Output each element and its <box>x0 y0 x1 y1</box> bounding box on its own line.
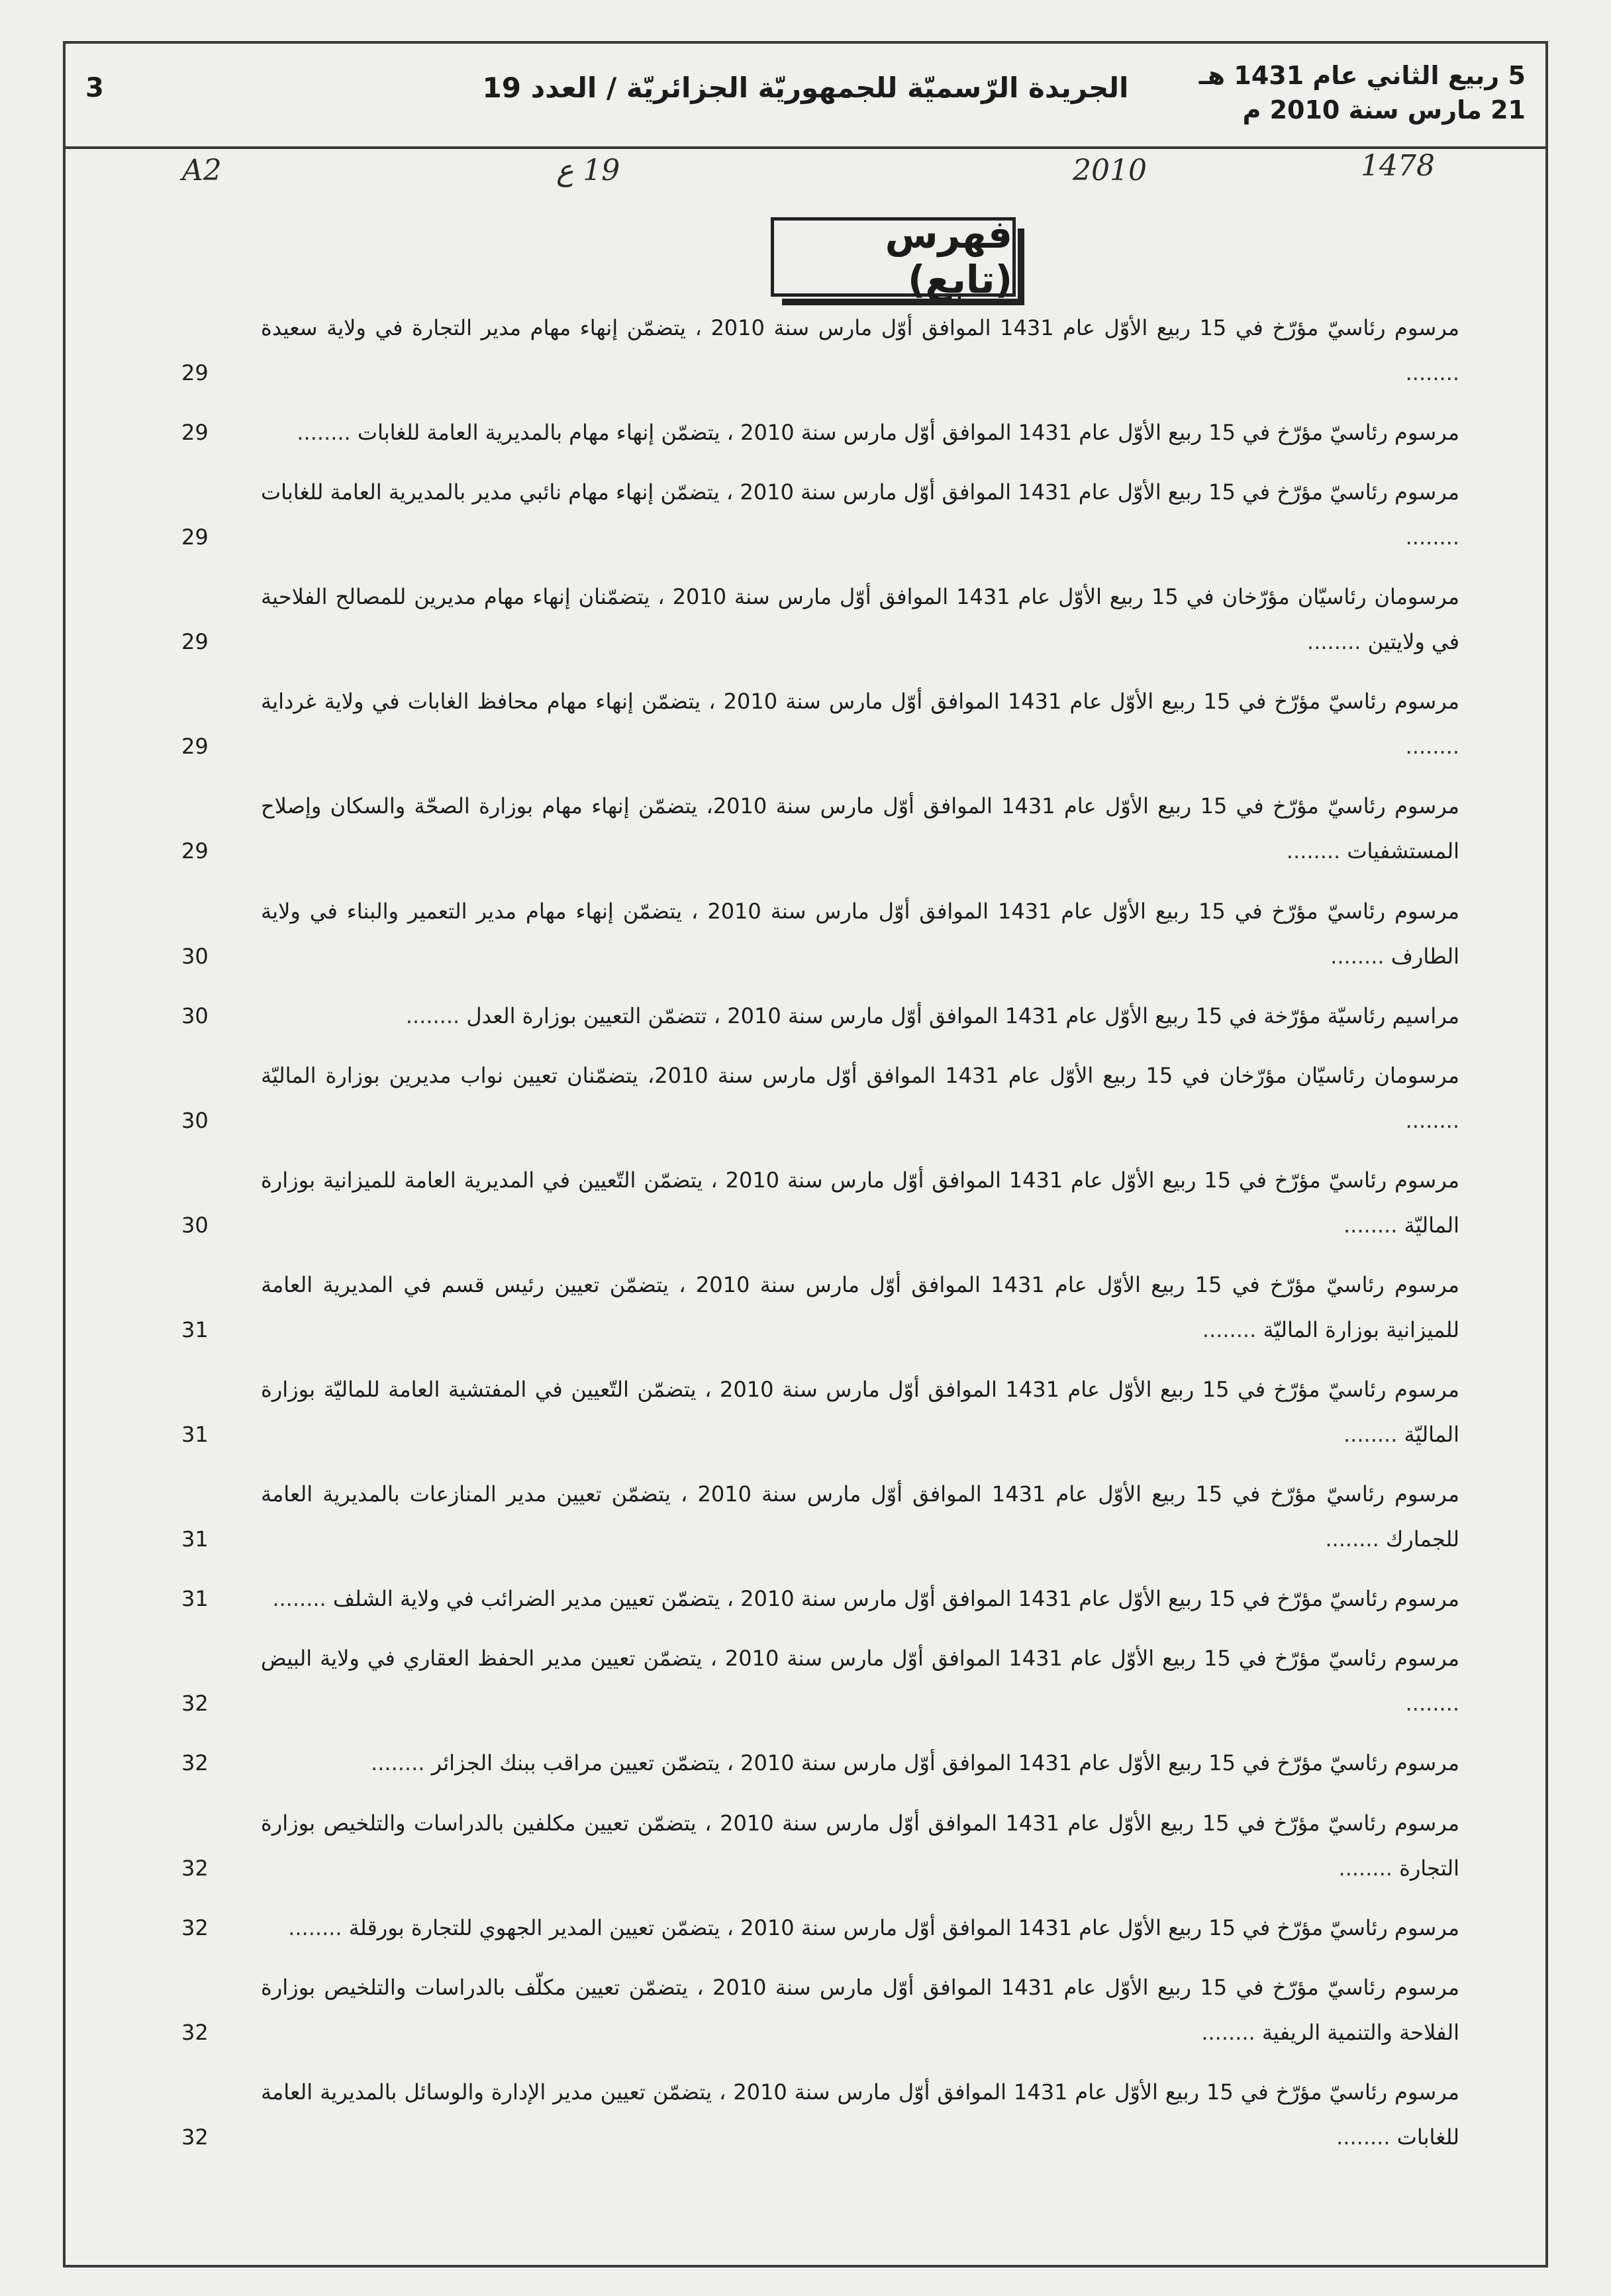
page-header <box>66 44 1545 149</box>
entry-page-number: 32 <box>181 1750 209 1776</box>
entry-text: مرسوم رئاسيّ مؤرّخ في 15 ربيع الأوّل عام 1431 الموافق أوّل مارس سنة 2010 ، يتضمّن إنهاء مهام بالمديرية العامة للغابات ........ <box>297 420 1459 446</box>
entry-text: مرسوم رئاسيّ مؤرّخ في 15 ربيع الأوّل عام 1431 الموافق أوّل مارس سنة 2010 ، يتضمّن تعيين المدير الجهوي للتجارة بورقلة ........ <box>288 1915 1459 1940</box>
entry-text: مراسيم رئاسيّة مؤرّخة في 15 ربيع الأوّل عام 1431 الموافق أوّل مارس سنة 2010 ، تتضمّن التعيين بوزارة العدل ........ <box>405 1003 1459 1028</box>
page-number: 3 <box>85 73 104 103</box>
gazette-title: الجريدة الرّسميّة للجمهوريّة الجزائريّة / العدد 19 <box>482 72 1129 104</box>
index-entry <box>181 1801 1459 1891</box>
entry-text: مرسوم رئاسيّ مؤرّخ في 15 ربيع الأوّل عام 1431 الموافق أوّل مارس سنة 2010 ، يتضمّن تعيين رئيس قسم في المديرية العامة للميزانية بوزارة الماليّة ........ <box>261 1272 1460 1342</box>
issue-date-gregorian: 21 مارس سنة 2010 م <box>1242 95 1526 125</box>
index-title: فهرس (تابع) <box>885 212 1012 302</box>
entry-page-number: 31 <box>181 1317 209 1342</box>
handwritten-note-code: 1478 <box>1361 149 1435 183</box>
entry-page-number: 31 <box>181 1586 209 1612</box>
entry-page-number: 31 <box>181 1422 209 1448</box>
index-title-box <box>771 212 1016 302</box>
index-entry <box>181 574 1459 664</box>
index-entry <box>181 1472 1459 1562</box>
entry-page-number: 29 <box>181 524 209 550</box>
index-entry <box>181 1905 1459 1950</box>
entry-page-number: 30 <box>181 943 209 969</box>
index-entry <box>181 1740 1459 1785</box>
entry-page-number: 30 <box>181 1107 209 1133</box>
index-entry <box>181 1965 1459 2055</box>
entry-text: مرسومان رئاسيّان مؤرّخان في 15 ربيع الأوّل عام 1431 الموافق أوّل مارس سنة 2010 ، يتضمّنان إنهاء مهام مديرين للمصالح الفلاحية في ولايتين ........ <box>261 584 1460 655</box>
entry-page-number: 29 <box>181 629 209 655</box>
index-entry <box>181 889 1459 979</box>
entry-page-number: 32 <box>181 1855 209 1881</box>
index-entry <box>181 993 1459 1038</box>
entry-text: مرسوم رئاسيّ مؤرّخ في 15 ربيع الأوّل عام 1431 الموافق أوّل مارس سنة 2010 ، يتضمّن تعيين مدير الحفظ العقاري في ولاية البيض ........ <box>261 1646 1460 1717</box>
issue-date-hijri: 5 ربيع الثاني عام 1431 هـ <box>1198 61 1526 90</box>
entry-page-number: 32 <box>181 2124 209 2150</box>
index-entries <box>181 305 1459 2160</box>
index-entry <box>181 1576 1459 1621</box>
entry-text: مرسوم رئاسيّ مؤرّخ في 15 ربيع الأوّل عام 1431 الموافق أوّل مارس سنة 2010 ، يتضمّن التّعيين في المديرية العامة للميزانية بوزارة الماليّة ........ <box>261 1167 1460 1238</box>
entry-text: مرسوم رئاسيّ مؤرّخ في 15 ربيع الأوّل عام 1431 الموافق أوّل مارس سنة 2010 ، يتضمّن التّعيين في المفتشية العامة للماليّة بوزارة الماليّة ........ <box>261 1377 1460 1448</box>
entry-text: مرسوم رئاسيّ مؤرّخ في 15 ربيع الأوّل عام 1431 الموافق أوّل مارس سنة 2010، يتضمّن إنهاء مهام بوزارة الصحّة والسكان وإصلاح المستشفيات ........ <box>261 793 1460 864</box>
entry-text: مرسومان رئاسيّان مؤرّخان في 15 ربيع الأوّل عام 1431 الموافق أوّل مارس سنة 2010، يتضمّنان تعيين نواب مديرين بوزارة الماليّة ........ <box>261 1062 1460 1133</box>
entry-page-number: 29 <box>181 734 209 760</box>
index-entry <box>181 783 1459 873</box>
index-entry <box>181 2070 1459 2160</box>
index-entry <box>181 1158 1459 1248</box>
handwritten-note-issue: 19 ع <box>556 154 620 187</box>
entry-page-number: 30 <box>181 1212 209 1238</box>
entry-text: مرسوم رئاسيّ مؤرّخ في 15 ربيع الأوّل عام 1431 الموافق أوّل مارس سنة 2010 ، يتضمّن إنهاء مهام مدير التجارة في ولاية سعيدة ........ <box>261 315 1460 385</box>
index-entry <box>181 470 1459 560</box>
entry-text: مرسوم رئاسيّ مؤرّخ في 15 ربيع الأوّل عام 1431 الموافق أوّل مارس سنة 2010 ، يتضمّن تعيين مراقب ببنك الجزائر ........ <box>371 1750 1459 1776</box>
entry-text: مرسوم رئاسيّ مؤرّخ في 15 ربيع الأوّل عام 1431 الموافق أوّل مارس سنة 2010 ، يتضمّن إنهاء مهام مدير التعمير والبناء في ولاية الطارف ........ <box>261 898 1460 969</box>
entry-text: مرسوم رئاسيّ مؤرّخ في 15 ربيع الأوّل عام 1431 الموافق أوّل مارس سنة 2010 ، يتضمّن إنهاء مهام نائبي مدير بالمديرية العامة للغابات ........ <box>261 479 1460 550</box>
entry-page-number: 32 <box>181 1915 209 1940</box>
entry-text: مرسوم رئاسيّ مؤرّخ في 15 ربيع الأوّل عام 1431 الموافق أوّل مارس سنة 2010 ، يتضمّن تعيين مدير الإدارة والوسائل بالمديرية العامة للغابات ........ <box>261 2079 1460 2150</box>
entry-page-number: 31 <box>181 1526 209 1552</box>
entry-page-number: 29 <box>181 838 209 864</box>
entry-text: مرسوم رئاسيّ مؤرّخ في 15 ربيع الأوّل عام 1431 الموافق أوّل مارس سنة 2010 ، يتضمّن تعيين مدير الضرائب في ولاية الشلف ........ <box>272 1586 1459 1612</box>
entry-page-number: 29 <box>181 420 209 446</box>
entry-text: مرسوم رئاسيّ مؤرّخ في 15 ربيع الأوّل عام 1431 الموافق أوّل مارس سنة 2010 ، يتضمّن تعيين مكلّف بالدراسات والتلخيص بوزارة الفلاحة والتنمية الريفية ........ <box>261 1974 1460 2045</box>
entry-page-number: 32 <box>181 1691 209 1717</box>
entry-page-number: 29 <box>181 360 209 385</box>
entry-page-number: 30 <box>181 1003 209 1028</box>
index-entry <box>181 679 1459 769</box>
handwritten-note-year: 2010 <box>1073 154 1147 187</box>
handwritten-note-a2: A2 <box>182 154 222 187</box>
index-entry <box>181 1053 1459 1143</box>
entry-text: مرسوم رئاسيّ مؤرّخ في 15 ربيع الأوّل عام 1431 الموافق أوّل مارس سنة 2010 ، يتضمّن إنهاء مهام محافظ الغابات في ولاية غرداية ........ <box>261 689 1460 760</box>
index-entry <box>181 1262 1459 1352</box>
page-frame <box>63 41 1548 2268</box>
index-entry <box>181 305 1459 395</box>
index-entry <box>181 1636 1459 1726</box>
index-entry <box>181 1367 1459 1457</box>
index-entry <box>181 410 1459 455</box>
entry-page-number: 32 <box>181 2019 209 2045</box>
entry-text: مرسوم رئاسيّ مؤرّخ في 15 ربيع الأوّل عام 1431 الموافق أوّل مارس سنة 2010 ، يتضمّن تعيين مدير المنازعات بالمديرية العامة للجمارك ........ <box>261 1481 1460 1552</box>
entry-text: مرسوم رئاسيّ مؤرّخ في 15 ربيع الأوّل عام 1431 الموافق أوّل مارس سنة 2010 ، يتضمّن تعيين مكلفين بالدراسات والتلخيص بوزارة التجارة ........ <box>261 1810 1460 1881</box>
